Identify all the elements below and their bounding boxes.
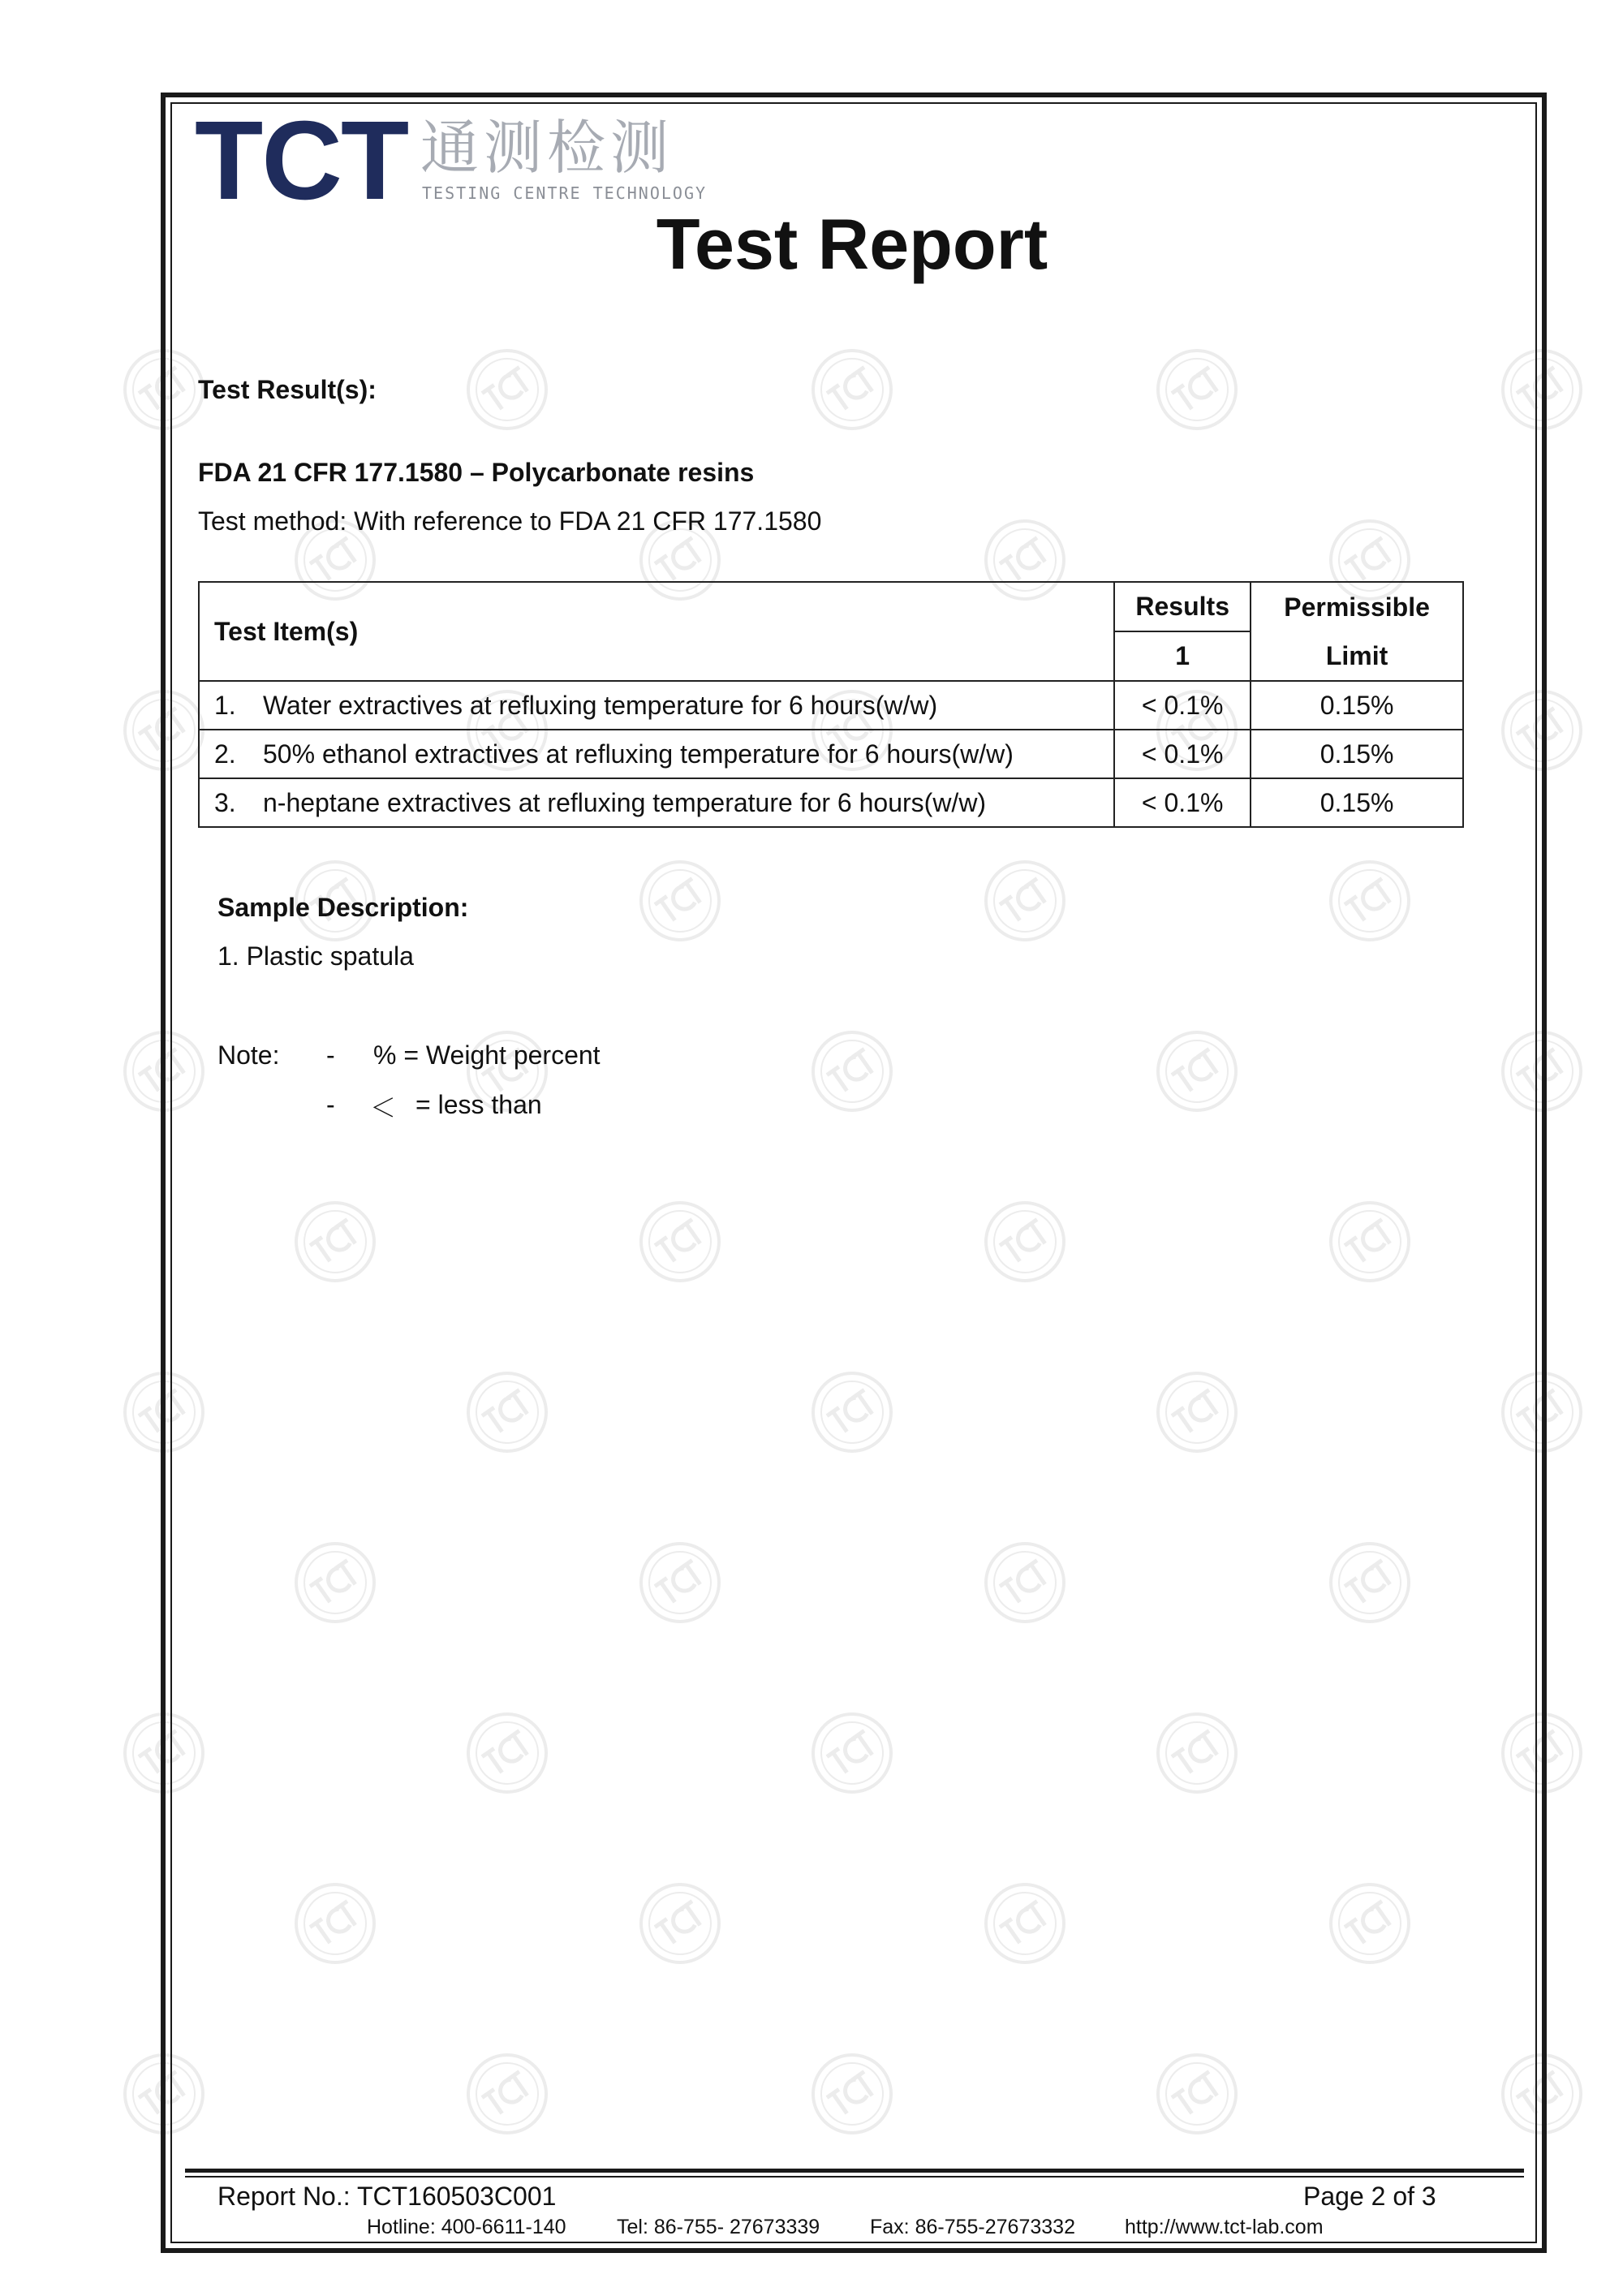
header-results-sample-1: 1 [1114, 631, 1251, 681]
footer-rule-thick [185, 2169, 1524, 2173]
page-border-inner [170, 98, 1537, 2243]
row-number: 2. [214, 739, 236, 769]
test-results-heading: Test Result(s): [198, 375, 377, 404]
sample-description-heading: Sample Description: [217, 893, 469, 922]
table-row [199, 681, 1463, 730]
header-permissible-limit [1251, 582, 1463, 681]
header-limit-line1: Permissible [1284, 592, 1430, 622]
logo-english-name: TESTING CENTRE TECHNOLOGY [422, 183, 708, 203]
row-item-text: Water extractives at refluxing temperature for 6 hours(w/w) [263, 690, 938, 720]
row-item-text: 50% ethanol extractives at refluxing temperature for 6 hours(w/w) [263, 739, 1014, 769]
note-line-1: % = Weight percent [373, 1040, 601, 1070]
footer-fax: Fax: 86-755-27673332 [870, 2216, 1075, 2238]
row-limit: 0.15% [1251, 681, 1463, 730]
note-line-2: = less than [415, 1090, 542, 1119]
row-result: < 0.1% [1114, 778, 1251, 827]
row-item-text: n-heptane extractives at refluxing temperature for 6 hours(w/w) [263, 787, 987, 817]
footer-rule-thin [185, 2176, 1524, 2178]
footer-page-number: Page 2 of 3 [1303, 2182, 1436, 2211]
table-header-row [199, 582, 1463, 631]
test-method: Test method: With reference to FDA 21 CFR 177.1580 [198, 506, 822, 536]
note-dash-1: - [326, 1040, 335, 1070]
row-number: 1. [214, 690, 236, 720]
row-result: < 0.1% [1114, 681, 1251, 730]
row-item [199, 778, 1114, 827]
sample-description-item: 1. Plastic spatula [217, 941, 414, 971]
footer-tel: Tel: 86-755- 27673339 [617, 2216, 820, 2238]
row-result: < 0.1% [1114, 730, 1251, 778]
header-test-item: Test Item(s) [199, 582, 1114, 681]
row-item [199, 681, 1114, 730]
report-title: Test Report [656, 204, 1048, 284]
row-item [199, 730, 1114, 778]
logo-brand: TCT [195, 98, 408, 223]
footer-report-number: Report No.: TCT160503C001 [217, 2182, 557, 2211]
note-less-than-symbol: ＜ [370, 1092, 397, 1123]
row-number: 3. [214, 787, 236, 817]
table-row [199, 730, 1463, 778]
row-limit: 0.15% [1251, 730, 1463, 778]
footer-website: http://www.tct-lab.com [1125, 2216, 1324, 2238]
row-limit: 0.15% [1251, 778, 1463, 827]
footer-hotline: Hotline: 400-6611-140 [367, 2216, 566, 2238]
note-label: Note: [217, 1040, 280, 1070]
logo-chinese-name: 通测检测 [420, 114, 674, 182]
note-dash-2: - [326, 1090, 335, 1119]
table-row [199, 778, 1463, 827]
results-table [198, 581, 1464, 828]
header-results: Results [1114, 582, 1251, 631]
header-limit-line2: Limit [1325, 641, 1388, 670]
standard-heading: FDA 21 CFR 177.1580 – Polycarbonate resins [198, 458, 755, 487]
